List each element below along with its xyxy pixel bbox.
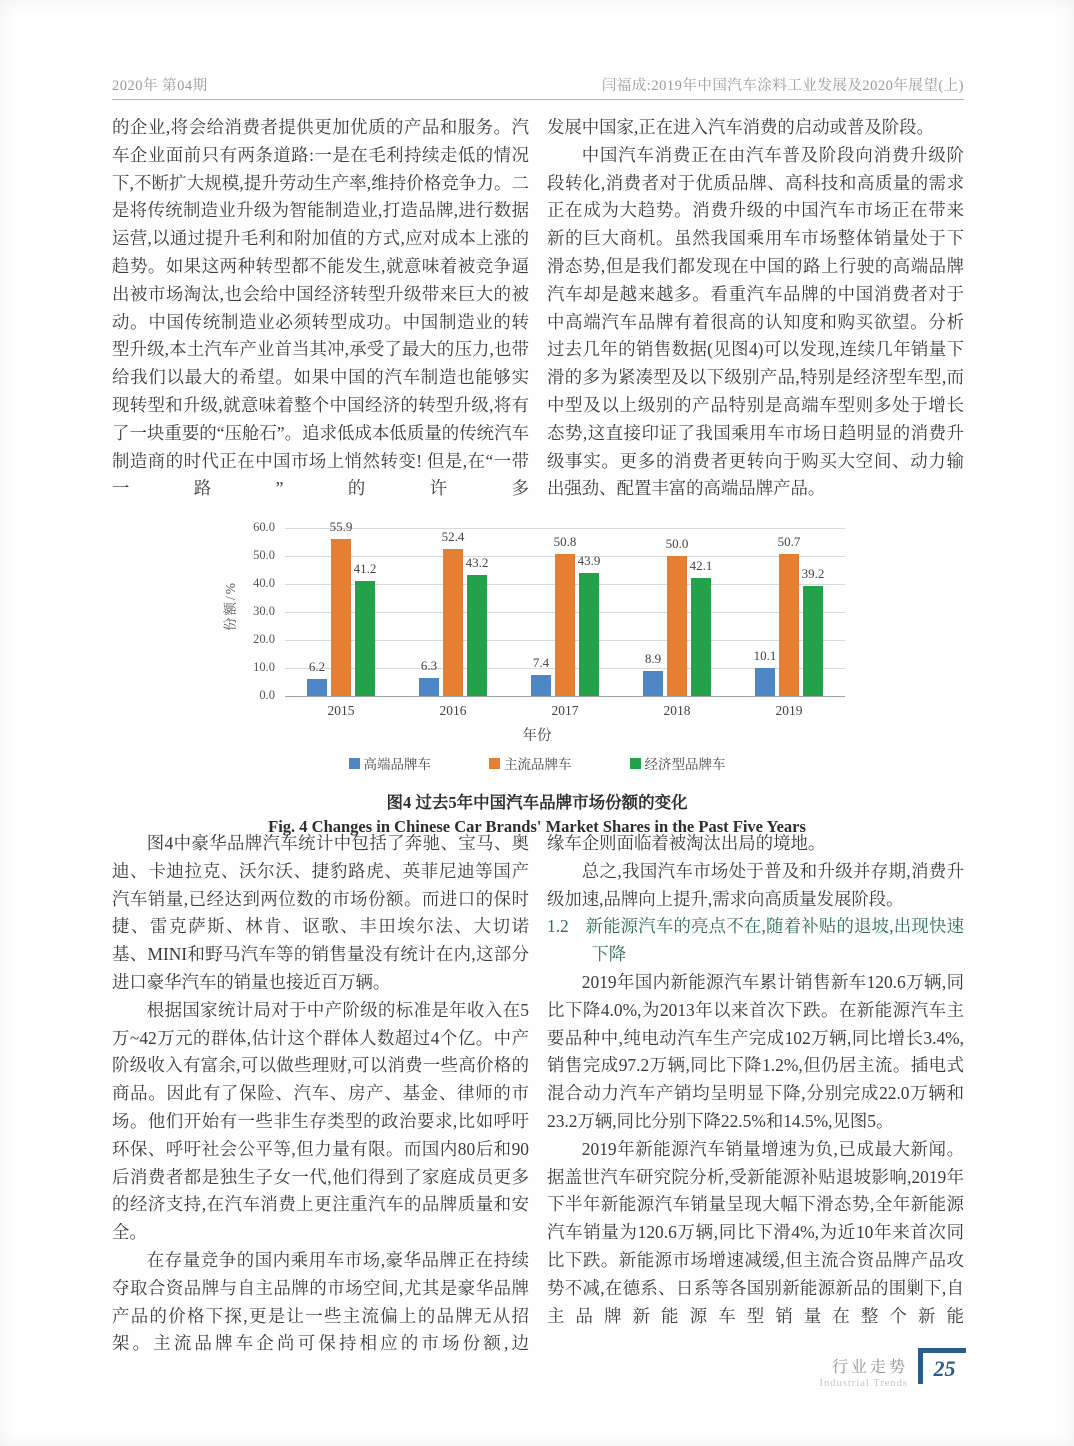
- bar-value-label: 50.0: [665, 536, 689, 551]
- paragraph: 中国汽车消费正在由汽车普及阶段向消费升级阶段转化,消费者对于优质品牌、高科技和高质量的需求正在成为大趋势。消费升级的中国汽车市场正在带来新的巨大商机。虽然我国乘用车市场整体销量处于下滑态势,但是我们都发现在中国的路上行驶的高端品牌汽车却是越来越多。看重汽车品牌的中国消费者对于中高端汽车品牌有着很高的认知度和购买欲望。分析过去几年的销售数据(见图4)可以发现,连续几年销量下滑的多为紧凑型及以下级别产品,特别是经济型车型,而中型及以上级别的产品特别是高端车型则多处于增长态势,这直接印证了我国乘用车市场日趋明显的消费升级事实。更多的消费者更转向于购买大空间、动力输出强劲、配置丰富的高端品牌产品。: [547, 144, 964, 499]
- x-tick-label: 2015: [327, 703, 355, 718]
- paragraph: 在存量竞争的国内乘用车市场,豪华品牌正在持续夺取合资品牌与自主品牌的市场空间,尤其是豪华品牌产品的价格下探,更是让一些主流偏上的品牌无从招架。主流品牌车企尚可保持相应的市场份额,边: [112, 1249, 529, 1354]
- bar: [643, 671, 663, 696]
- bar-value-label: 43.9: [577, 553, 601, 569]
- bar: [307, 679, 327, 696]
- bottom-left-column: [112, 830, 529, 1358]
- bar: [419, 678, 439, 696]
- figure-4: [0, 510, 1074, 837]
- bar: [331, 539, 351, 696]
- bottom-text-columns: [112, 830, 964, 1358]
- header-divider: [112, 99, 964, 100]
- legend-label: 高端品牌车: [363, 757, 431, 772]
- y-tick-label: 20.0: [253, 632, 275, 646]
- bar-value-label: 6.3: [420, 658, 438, 674]
- page-header: [112, 74, 964, 95]
- bar-value-label: 39.2: [801, 566, 825, 582]
- footer-section-cn: 行业走势: [831, 1359, 908, 1376]
- y-tick-label: 40.0: [253, 576, 275, 590]
- footer-section-en: Industrial Trends: [819, 1378, 908, 1389]
- x-tick-label: 2019: [775, 703, 803, 718]
- paragraph: 图4中豪华品牌汽车统计中包括了奔驰、宝马、奥迪、卡迪拉克、沃尔沃、捷豹路虎、英菲尼迪等国产汽车销量,已经达到两位数的市场份额。而进口的保时捷、雷克萨斯、林肯、讴歌、丰田埃尔法、大切诺基、MINI和野马汽车等的销售量没有统计在内,这部分进口豪华汽车的销量也接近百万辆。: [112, 833, 529, 992]
- legend-item: [630, 753, 726, 773]
- legend-swatch: [489, 758, 500, 769]
- section-heading-1-2: [547, 913, 964, 969]
- y-tick-label: 0.0: [259, 688, 275, 702]
- section-title: 新能源汽车的亮点不在,随着补贴的退坡,出现快速下降: [585, 916, 964, 965]
- bar-value-label: 52.4: [441, 529, 465, 545]
- bar-value-label: 10.1: [753, 647, 777, 663]
- bar: [667, 556, 687, 696]
- paragraph: 缘车企则面临着被淘汰出局的境地。: [547, 833, 826, 853]
- bar: [803, 586, 823, 696]
- section-number: 1.2: [547, 916, 569, 937]
- bar-value-label: 6.2: [308, 658, 326, 674]
- bar-value-label: 8.9: [644, 651, 662, 667]
- x-axis-title: 年份: [522, 728, 552, 744]
- bar: [467, 575, 487, 696]
- paragraph: 总之,我国汽车市场处于普及和升级并存期,消费升级加速,品牌向上提升,需求向高质量发展阶段。: [547, 860, 964, 909]
- bar: [779, 554, 799, 696]
- paragraph: 2019年国内新能源汽车累计销售新车120.6万辆,同比下降4.0%,为2013年以来首次下跌。在新能源汽车主要品种中,纯电动汽车生产完成102万辆,同比增长3.4%,销售完成97.2万辆,同比下降1.2%,但仍居主流。插电式混合动力汽车产销均呈明显下降,分别完成22.0万辆和23.2万辆,同比分别下降22.5%和14.5%,见图5。: [547, 971, 964, 1131]
- bar: [755, 668, 775, 696]
- bar-value-label: 41.2: [353, 560, 377, 576]
- top-text-columns: [112, 114, 964, 503]
- chart-plot: [285, 519, 845, 697]
- bar-value-label: 50.8: [553, 533, 577, 549]
- gridline: [285, 528, 845, 529]
- bar: [531, 675, 551, 696]
- bar-value-label: 50.7: [777, 534, 801, 550]
- header-issue: 2020年 第04期: [112, 78, 208, 94]
- bar-value-label: 55.9: [329, 519, 353, 535]
- legend-label: 主流品牌车: [504, 757, 572, 772]
- y-tick-label: 60.0: [253, 520, 275, 534]
- bottom-right-column: [547, 830, 964, 1358]
- bar: [691, 578, 711, 696]
- bar: [443, 549, 463, 696]
- x-tick-label: 2017: [551, 703, 579, 718]
- legend-swatch: [349, 758, 360, 769]
- x-tick-label: 2016: [439, 703, 467, 718]
- y-tick-label: 50.0: [253, 548, 275, 562]
- y-tick-label: 10.0: [253, 660, 275, 674]
- figure-caption-zh: 图4 过去5年中国汽车品牌市场份额的变化: [386, 793, 688, 812]
- bar-value-label: 43.2: [465, 555, 489, 571]
- legend-item: [349, 753, 432, 773]
- page-number: 25: [933, 1356, 956, 1381]
- page-number-box: [918, 1348, 966, 1385]
- y-tick-label: 30.0: [253, 604, 275, 618]
- bar: [355, 581, 375, 696]
- bar: [579, 573, 599, 696]
- bar-value-label: 42.1: [689, 558, 713, 574]
- legend-item: [489, 753, 572, 773]
- legend-label: 经济型品牌车: [644, 757, 726, 772]
- header-article-title: 闫福成:2019年中国汽车涂料工业发展及2020年展望(上): [601, 78, 964, 94]
- top-right-column: [547, 114, 964, 503]
- page-footer: [820, 1348, 966, 1389]
- paragraph: 发展中国家,正在进入汽车消费的启动或普及阶段。: [547, 117, 934, 137]
- legend-swatch: [630, 758, 641, 769]
- bar: [555, 554, 575, 696]
- footer-section-labels: [820, 1354, 908, 1389]
- x-tick-label: 2018: [663, 703, 691, 718]
- bar-chart: [217, 510, 857, 722]
- paragraph: 2019年新能源汽车销量增速为负,已成最大新闻。据盖世汽车研究院分析,受新能源补贴退坡影响,2019年下半年新能源汽车销量呈现大幅下滑态势,全年新能源汽车销量为120.6万辆,同比下滑4%,为近10年来首次同比下跌。新能源市场增速减缓,但主流合资品牌产品攻势不减,在德系、日系等各国别新能源新品的围剿下,自主品牌新能源车型销量在整个新能: [547, 1138, 964, 1326]
- paragraph: 的企业,将会给消费者提供更加优质的产品和服务。汽车企业面前只有两条道路:一是在毛利持续走低的情况下,不断扩大规模,提升劳动生产率,维持价格竞争力。二是将传统制造业升级为智能制造业,打造品牌,进行数据运营,以通过提升毛利和附加值的方式,应对成本上涨的趋势。如果这两种转型都不能发生,就意味着被竞争逼出被市场淘汰,也会给中国经济转型升级带来巨大的被动。中国传统制造业必须转型成功。中国制造业的转型升级,本土汽车产业首当其冲,承受了最大的压力,也带给我们以最大的希望。如果中国的汽车制造也能够实现转型和升级,就意味着整个中国经济的转型升级,将有了一块重要的“压舱石”。追求低成本低质量的传统汽车制造商的时代正在中国市场上悄然转变! 但是,在“一带一路”的许多: [112, 117, 529, 499]
- paragraph: 根据国家统计局对于中产阶级的标准是年收入在5万~42万元的群体,估计这个群体人数超过4个亿。中产阶级收入有富余,可以做些理财,可以消费一些高价格的商品。因此有了保险、汽车、房产、基金、律师的市场。他们开始有一些非生存类型的政治要求,比如呼吁环保、呼吁社会公平等,但力量有限。而国内80后和90后消费者都是独生子女一代,他们得到了家庭成员更多的经济支持,在汽车消费上更注重汽车的品牌质量和安全。: [112, 999, 529, 1243]
- figure-caption-en: Fig. 4 Changes in Chinese Car Brands' Market Shares in the Past Five Years: [268, 817, 806, 836]
- top-left-column: [112, 114, 529, 503]
- bar-value-label: 7.4: [532, 655, 550, 671]
- chart-legend: [0, 753, 1074, 773]
- y-axis-title: 份额/%: [223, 581, 238, 631]
